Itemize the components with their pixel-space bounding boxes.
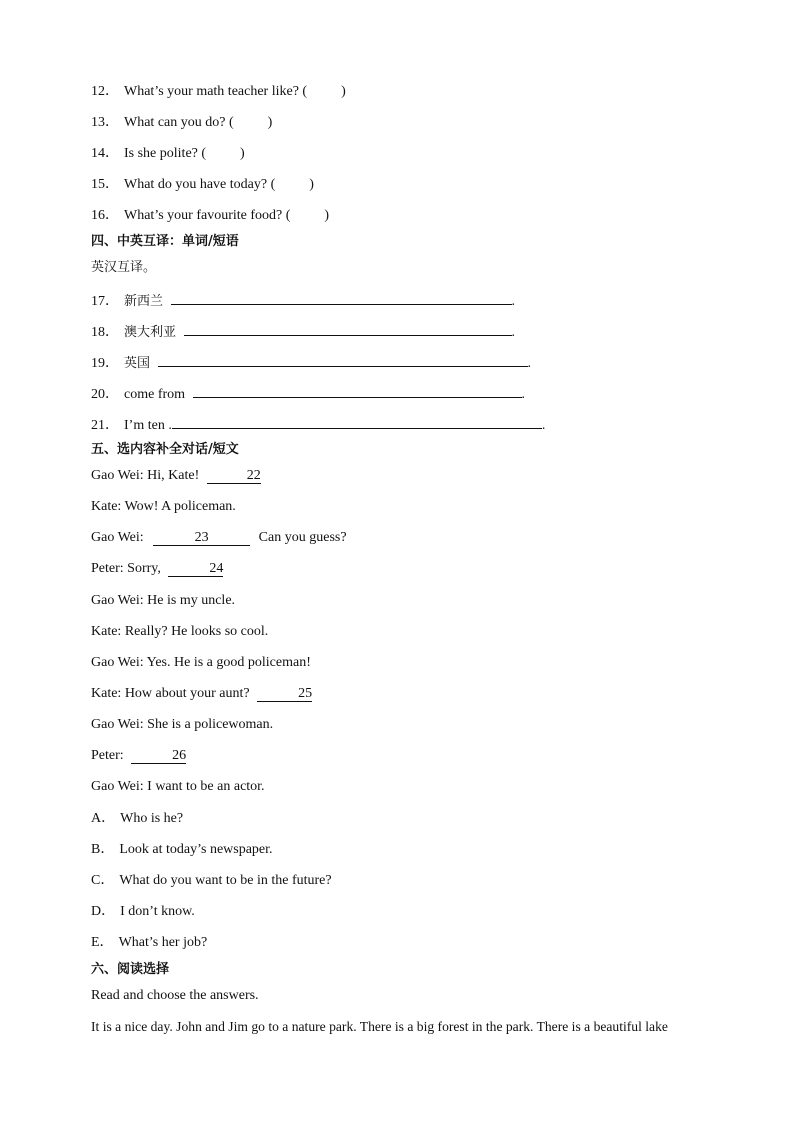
question-text: What do you have today? (: [124, 177, 276, 192]
item-number: 18．: [91, 325, 119, 340]
option-letter: B．: [91, 842, 115, 857]
question-16: [91, 207, 329, 225]
option-text: Look at today’s newspaper.: [119, 842, 273, 857]
dialogue-text: Kate: Wow! A policeman.: [91, 499, 236, 514]
section-6-instruction: Read and choose the answers.: [91, 988, 259, 1003]
section-6-heading: 六、阅读选择: [91, 962, 170, 977]
section-4-heading: 四、中英互译：单词/短语: [91, 234, 239, 249]
question-12: [91, 83, 346, 101]
option-e: [91, 934, 207, 952]
answer-blank[interactable]: [171, 290, 512, 305]
item-prompt: I’m ten .: [124, 418, 172, 433]
option-letter: D．: [91, 904, 116, 919]
question-number: 14．: [91, 146, 119, 161]
period: .: [511, 325, 516, 340]
period: .: [541, 418, 546, 433]
period: .: [527, 356, 532, 371]
section-5-heading: 五、选内容补全对话/短文: [91, 442, 239, 457]
dialogue-blank-25[interactable]: 25: [257, 687, 312, 702]
section-4-instruction: 英汉互译。: [91, 260, 157, 275]
option-c: [91, 872, 332, 890]
close-paren: ): [309, 177, 314, 192]
dialogue-text: Gao Wei: She is a policewoman.: [91, 717, 274, 732]
translation-item-19: [91, 352, 531, 373]
dialogue-line: [91, 592, 235, 610]
dialogue-line: [91, 560, 223, 578]
option-text: What do you want to be in the future?: [119, 873, 332, 888]
option-text: What’s her job?: [118, 935, 208, 950]
translation-item-17: [91, 290, 515, 311]
item-number: 21．: [91, 418, 119, 433]
question-14: [91, 145, 245, 163]
question-text: What can you do? (: [124, 115, 234, 130]
option-b: [91, 841, 273, 859]
question-number: 12．: [91, 84, 119, 99]
close-paren: ): [324, 208, 330, 223]
option-letter: E．: [91, 935, 114, 950]
dialogue-line: [91, 498, 236, 516]
dialogue-line: [91, 467, 261, 485]
dialogue-text: Gao Wei: He is my uncle.: [91, 593, 236, 608]
dialogue-text: Kate: Really? He looks so cool.: [91, 624, 269, 639]
option-text: I don’t know.: [120, 904, 195, 919]
option-d: [91, 903, 195, 921]
answer-blank[interactable]: [193, 383, 522, 398]
translation-item-21: [91, 414, 545, 435]
option-text: Who is he?: [120, 811, 184, 826]
translation-item-18: [91, 321, 515, 342]
close-paren: ): [267, 115, 273, 130]
dialogue-blank-23[interactable]: 23: [153, 531, 250, 546]
dialogue-line: [91, 747, 186, 765]
dialogue-line: [91, 685, 312, 703]
translation-item-20: [91, 383, 525, 404]
dialogue-text: Peter:: [91, 748, 124, 763]
item-number: 17．: [91, 294, 119, 309]
item-prompt: 澳大利亚: [124, 325, 177, 340]
dialogue-blank-22[interactable]: 22: [207, 469, 261, 484]
item-prompt: come from: [124, 387, 186, 402]
period: .: [521, 387, 526, 402]
dialogue-line: [91, 778, 265, 796]
question-number: 15．: [91, 177, 119, 192]
question-number: 13．: [91, 115, 119, 130]
question-text: What’s your math teacher like? (: [124, 84, 308, 99]
item-prompt: 新西兰: [124, 294, 164, 309]
period: .: [511, 294, 516, 309]
dialogue-line: [91, 623, 268, 641]
dialogue-text: Kate: How about your aunt?: [91, 686, 250, 701]
dialogue-blank-24[interactable]: 24: [168, 562, 223, 577]
dialogue-text: Peter: Sorry,: [91, 561, 161, 576]
dialogue-line: [91, 716, 273, 734]
item-number: 20．: [91, 387, 119, 402]
dialogue-text: Can you guess?: [258, 530, 347, 545]
dialogue-text: Gao Wei:: [91, 530, 144, 545]
dialogue-line: [91, 654, 311, 672]
dialogue-text: Gao Wei: Hi, Kate!: [91, 468, 200, 483]
dialogue-line: [91, 529, 347, 547]
close-paren: ): [240, 146, 245, 161]
answer-blank[interactable]: [184, 321, 512, 336]
item-prompt: 英国: [124, 356, 151, 371]
close-paren: ): [341, 84, 346, 99]
dialogue-blank-26[interactable]: 26: [131, 749, 186, 764]
dialogue-text: Gao Wei: I want to be an actor.: [91, 779, 265, 794]
answer-blank[interactable]: [158, 352, 528, 367]
option-a: [91, 810, 183, 828]
question-15: [91, 176, 314, 194]
reading-passage: It is a nice day. John and Jim go to a nature park. There is a big forest in the park. There is a beautiful lake: [91, 1019, 668, 1034]
dialogue-text: Gao Wei: Yes. He is a good policeman!: [91, 655, 311, 670]
question-text: Is she polite? (: [124, 146, 207, 161]
item-number: 19．: [91, 356, 119, 371]
question-text: What’s your favourite food? (: [124, 208, 291, 223]
option-letter: C．: [91, 873, 115, 888]
answer-blank[interactable]: [172, 414, 542, 429]
question-number: 16．: [91, 208, 119, 223]
question-13: [91, 114, 272, 132]
option-letter: A．: [91, 811, 116, 826]
